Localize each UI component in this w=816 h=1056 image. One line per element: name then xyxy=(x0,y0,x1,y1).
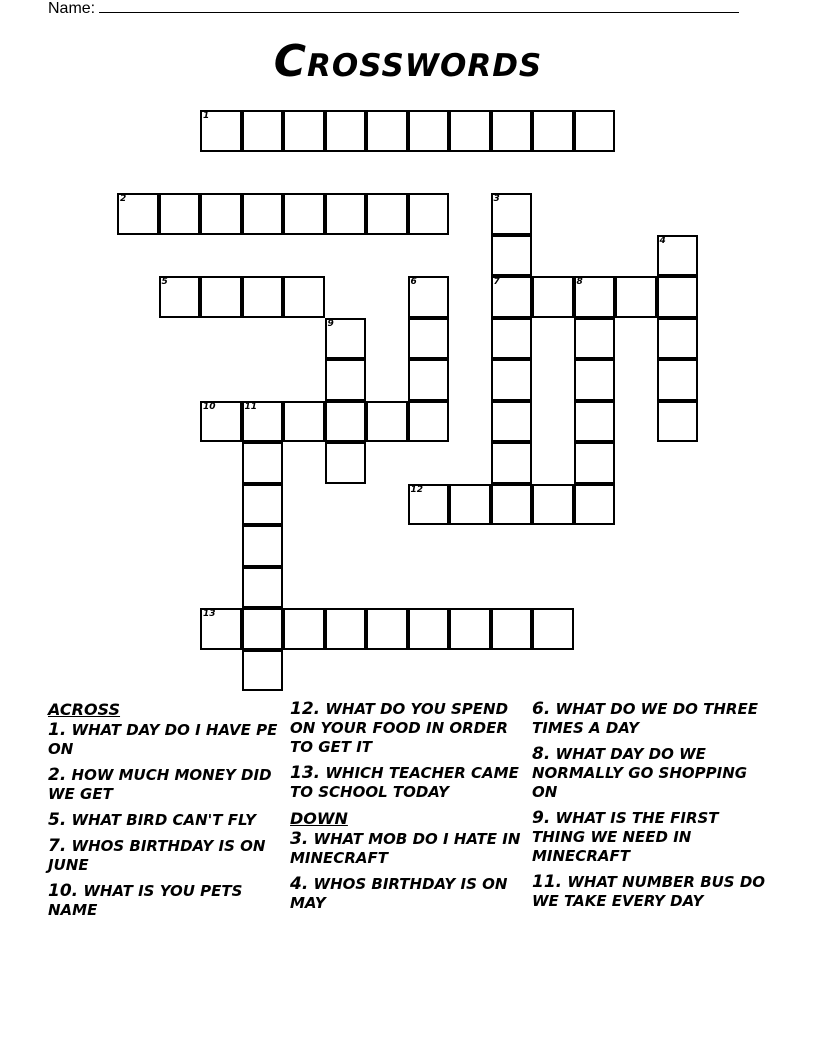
clue-number: 7 xyxy=(493,277,500,287)
down-header: DOWN xyxy=(290,809,348,828)
grid-cell[interactable] xyxy=(491,359,533,401)
grid-cell[interactable] xyxy=(532,484,574,526)
grid-cell[interactable] xyxy=(242,608,284,650)
grid-cell[interactable] xyxy=(657,359,699,401)
page-title: Crosswords xyxy=(273,36,543,87)
grid-cell[interactable] xyxy=(574,276,616,318)
grid-cell[interactable] xyxy=(242,650,284,692)
grid-cell[interactable] xyxy=(366,193,408,235)
grid-cell[interactable] xyxy=(325,110,367,152)
clue-6: 6. WHAT DO WE DO THREE TIMES A DAY xyxy=(532,699,758,737)
grid-cell[interactable] xyxy=(159,276,201,318)
grid-cell[interactable] xyxy=(283,110,325,152)
clue-13: 13. WHICH TEACHER CAME TO SCHOOL TODAY xyxy=(290,763,519,801)
clue-number: 3 xyxy=(493,194,500,204)
grid-cell[interactable] xyxy=(366,401,408,443)
grid-cell[interactable] xyxy=(408,110,450,152)
grid-cell[interactable] xyxy=(117,193,159,235)
grid-cell[interactable] xyxy=(242,484,284,526)
grid-cell[interactable] xyxy=(491,484,533,526)
grid-cell[interactable] xyxy=(242,567,284,609)
clue-number: 8 xyxy=(576,277,583,287)
grid-cell[interactable] xyxy=(574,110,616,152)
clue-number: 1 xyxy=(203,111,210,121)
grid-cell[interactable] xyxy=(408,359,450,401)
grid-cell[interactable] xyxy=(408,318,450,360)
grid-cell[interactable] xyxy=(283,276,325,318)
grid-cell[interactable] xyxy=(366,110,408,152)
grid-cell[interactable] xyxy=(283,608,325,650)
grid-cell[interactable] xyxy=(325,401,367,443)
clue-12: 12. WHAT DO YOU SPEND ON YOUR FOOD IN ORDER TO GET IT xyxy=(290,699,509,756)
grid-cell[interactable] xyxy=(200,193,242,235)
grid-cell[interactable] xyxy=(491,318,533,360)
grid-cell[interactable] xyxy=(491,110,533,152)
grid-cell[interactable] xyxy=(408,608,450,650)
grid-cell[interactable] xyxy=(532,110,574,152)
clue-3: 3. WHAT MOB DO I HATE IN MINECRAFT xyxy=(290,829,521,867)
grid-cell[interactable] xyxy=(449,484,491,526)
clues-column-1 xyxy=(48,700,284,927)
grid-cell[interactable] xyxy=(574,318,616,360)
grid-cell[interactable] xyxy=(325,193,367,235)
clue-number: 9 xyxy=(327,318,334,329)
grid-cell[interactable] xyxy=(532,608,574,650)
grid-cell[interactable] xyxy=(491,193,533,235)
grid-cell[interactable] xyxy=(574,442,616,484)
clue-number: 13 xyxy=(203,609,216,619)
grid-cell[interactable] xyxy=(200,608,242,650)
clue-7: 7. WHOS BIRTHDAY IS ON JUNE xyxy=(48,836,266,874)
grid-cell[interactable] xyxy=(242,401,284,443)
grid-cell[interactable] xyxy=(491,276,533,318)
clue-1: 1. WHAT DAY DO I HAVE PE ON xyxy=(48,720,278,758)
grid-cell[interactable] xyxy=(283,401,325,443)
clue-10: 10. WHAT IS YOU PETS NAME xyxy=(48,881,243,919)
grid-cell[interactable] xyxy=(408,276,450,318)
grid-cell[interactable] xyxy=(657,276,699,318)
grid-cell[interactable] xyxy=(491,401,533,443)
grid-cell[interactable] xyxy=(449,110,491,152)
grid-cell[interactable] xyxy=(242,442,284,484)
grid-cell[interactable] xyxy=(574,359,616,401)
clue-number: 5 xyxy=(161,277,168,287)
grid-cell[interactable] xyxy=(242,525,284,567)
grid-cell[interactable] xyxy=(408,401,450,443)
grid-cell[interactable] xyxy=(242,276,284,318)
grid-cell[interactable] xyxy=(408,484,450,526)
clue-number: 11 xyxy=(244,401,258,412)
clues-column-3 xyxy=(532,700,772,918)
grid-cell[interactable] xyxy=(200,110,242,152)
name-label: Name: xyxy=(48,0,96,17)
grid-cell[interactable] xyxy=(159,193,201,235)
grid-cell[interactable] xyxy=(325,318,367,360)
grid-cell[interactable] xyxy=(574,401,616,443)
clue-4: 4. WHOS BIRTHDAY IS ON MAY xyxy=(290,874,508,912)
clues-column-2 xyxy=(290,700,526,920)
across-header: ACROSS xyxy=(48,700,121,719)
grid-cell[interactable] xyxy=(615,276,657,318)
grid-cell[interactable] xyxy=(200,276,242,318)
grid-cell[interactable] xyxy=(283,193,325,235)
grid-cell[interactable] xyxy=(242,110,284,152)
clue-number: 10 xyxy=(203,401,216,412)
clue-number: 6 xyxy=(410,277,417,287)
grid-cell[interactable] xyxy=(325,608,367,650)
grid-cell[interactable] xyxy=(366,608,408,650)
clue-8: 8. WHAT DAY DO WE NORMALLY GO SHOPPING ON xyxy=(532,744,748,801)
grid-cell[interactable] xyxy=(491,608,533,650)
clue-number: 4 xyxy=(659,235,666,246)
grid-cell[interactable] xyxy=(532,276,574,318)
clue-9: 9. WHAT IS THE FIRST THING WE NEED IN MINECRAFT xyxy=(532,808,719,865)
grid-cell[interactable] xyxy=(242,193,284,235)
grid-cell[interactable] xyxy=(408,193,450,235)
grid-cell[interactable] xyxy=(325,442,367,484)
grid-cell[interactable] xyxy=(491,235,533,277)
grid-cell[interactable] xyxy=(574,484,616,526)
grid-cell[interactable] xyxy=(657,318,699,360)
clue-number: 2 xyxy=(120,194,127,204)
grid-cell[interactable] xyxy=(325,359,367,401)
grid-cell[interactable] xyxy=(200,401,242,443)
clue-5: 5. WHAT BIRD CAN'T FLY xyxy=(48,810,257,830)
clue-2: 2. HOW MUCH MONEY DID WE GET xyxy=(48,765,272,803)
grid-cell[interactable] xyxy=(657,235,699,277)
clue-11: 11. WHAT NUMBER BUS DO WE TAKE EVERY DAY xyxy=(532,872,766,910)
grid-cell[interactable] xyxy=(657,401,699,443)
grid-cell[interactable] xyxy=(491,442,533,484)
clue-number: 12 xyxy=(410,484,424,495)
grid-cell[interactable] xyxy=(449,608,491,650)
